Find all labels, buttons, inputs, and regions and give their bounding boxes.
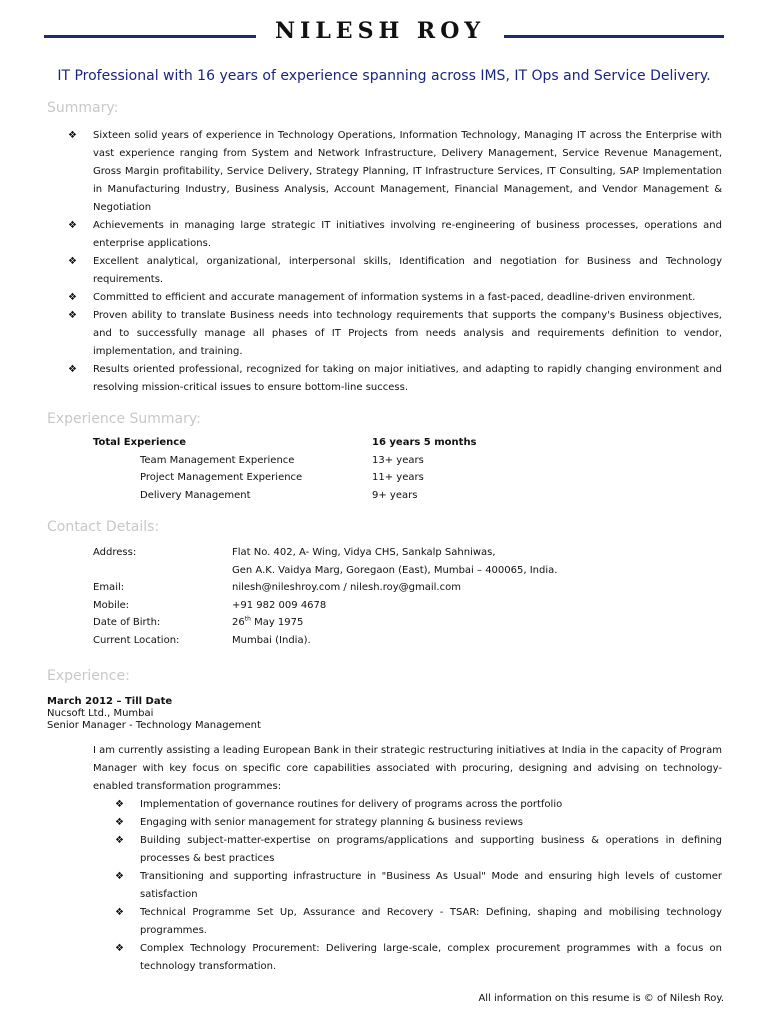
responsibility-item: ❖ Building subject-matter-expertise on programs/applications and supporting business & operations in defining processes & best practices — [115, 832, 722, 868]
dob-label: Date of Birth: — [93, 617, 161, 628]
summary-heading: Summary: — [47, 100, 119, 116]
experience-row-label: Team Management Experience — [140, 454, 295, 466]
responsibility-item: ❖ Transitioning and supporting infrastructure in "Business As Usual" Mode and ensuring high levels of customer satisfaction — [115, 868, 722, 904]
email-label: Email: — [93, 582, 125, 593]
responsibility-item: ❖ Technical Programme Set Up, Assurance and Recovery - TSAR: Defining, shaping and mobilising technology programmes. — [115, 904, 722, 940]
bullet-icon: ❖ — [115, 799, 124, 810]
mobile-value: +91 982 009 4678 — [232, 599, 327, 611]
address-line-2: Gen A.K. Vaidya Marg, Goregaon (East), Mumbai – 400065, India. — [232, 564, 558, 576]
summary-list — [68, 127, 722, 397]
dob-value: 26th May 1975 — [232, 615, 304, 628]
job-description: I am currently assisting a leading European Bank in their strategic restructuring initiatives at India in the capacity of Program Manager with key focus on specific core capabilities associated with procuring, designing and advising on technology-enabled transformation programmes: — [93, 745, 722, 792]
experience-total-label: Total Experience — [93, 437, 186, 448]
job-period: March 2012 – Till Date — [47, 696, 173, 707]
resume-header — [44, 18, 724, 48]
bullet-icon: ❖ — [115, 835, 124, 846]
header-rule-left — [44, 35, 256, 38]
address-line-1: Flat No. 402, A- Wing, Vidya CHS, Sankalp Sahniwas, — [232, 547, 496, 558]
responsibility-item: ❖ Engaging with senior management for strategy planning & business reviews — [115, 814, 722, 832]
summary-item: ❖ Committed to efficient and accurate management of information systems in a fast-paced, deadline-driven environment. — [68, 289, 722, 307]
responsibility-item: ❖ Implementation of governance routines for delivery of programs across the portfolio — [115, 796, 722, 814]
location-value: Mumbai (India). — [232, 634, 311, 646]
summary-item: ❖ Proven ability to translate Business needs into technology requirements that supports the company's Business objectives, and to successfully manage all phases of IT Projects from needs analysis and requirements definition to vendor, implementation, and training. — [68, 307, 722, 361]
responsibility-item: ❖ Complex Technology Procurement: Delivering large-scale, complex procurement programmes with a focus on technology transformation. — [115, 940, 722, 976]
bullet-icon: ❖ — [68, 364, 77, 375]
bullet-icon: ❖ — [115, 907, 124, 918]
bullet-icon: ❖ — [68, 220, 77, 231]
summary-item: ❖ Achievements in managing large strategic IT initiatives involving re-engineering of business processes, operations and enterprise applications. — [68, 217, 722, 253]
bullet-icon: ❖ — [68, 292, 77, 303]
bullet-icon: ❖ — [115, 943, 124, 954]
job-role: Senior Manager - Technology Management — [47, 720, 261, 731]
location-label: Current Location: — [93, 634, 180, 646]
experience-total-value: 16 years 5 months — [372, 437, 477, 448]
bullet-icon: ❖ — [115, 871, 124, 882]
summary-item: ❖ Excellent analytical, organizational, interpersonal skills, Identification and negotiation for Business and Technology requirements. — [68, 253, 722, 289]
email-value[interactable]: nilesh@nileshroy.com / nilesh.roy@gmail.com — [232, 582, 461, 593]
experience-row-value: 13+ years — [372, 454, 424, 466]
experience-heading: Experience: — [47, 668, 130, 684]
bullet-icon: ❖ — [68, 130, 77, 141]
candidate-name: NILESH ROY — [274, 18, 486, 44]
experience-row-value: 11+ years — [372, 472, 424, 483]
job-header — [47, 696, 261, 732]
summary-item: ❖ Sixteen solid years of experience in Technology Operations, Information Technology, Managing IT across the Enterprise with vast experience ranging from System and Network Infrastructure, Delivery Management, Service Revenue Management, Gross Margin profitability, Service Delivery, Strategy Planning, IT Infrastructure Services, IT Consulting, SAP Implementation in Manufacturing Industry, Business Analysis, Account Management, Financial Management, and Vendor Management & Negotiation — [68, 127, 722, 217]
experience-row-label: Project Management Experience — [140, 472, 303, 483]
experience-row-label: Delivery Management — [140, 489, 251, 501]
experience-summary-heading: Experience Summary: — [47, 411, 201, 427]
bullet-icon: ❖ — [115, 817, 124, 828]
bullet-icon: ❖ — [68, 310, 77, 321]
header-rule-right — [504, 35, 724, 38]
bullet-icon: ❖ — [68, 256, 77, 267]
contact-heading: Contact Details: — [47, 519, 160, 535]
experience-row-value: 9+ years — [372, 489, 418, 501]
job-company: Nucsoft Ltd., Mumbai — [47, 708, 154, 719]
mobile-label: Mobile: — [93, 599, 130, 611]
copyright-footer: All information on this resume is © of Nilesh Roy. — [478, 993, 724, 1004]
job-responsibilities — [115, 796, 722, 976]
address-label: Address: — [93, 547, 137, 558]
summary-item: ❖ Results oriented professional, recognized for taking on major initiatives, and adapting to rapidly changing environment and resolving mission-critical issues to ensure bottom-line success. — [68, 361, 722, 397]
tagline: IT Professional with 16 years of experience spanning across IMS, IT Ops and Service Delivery. — [57, 68, 711, 84]
